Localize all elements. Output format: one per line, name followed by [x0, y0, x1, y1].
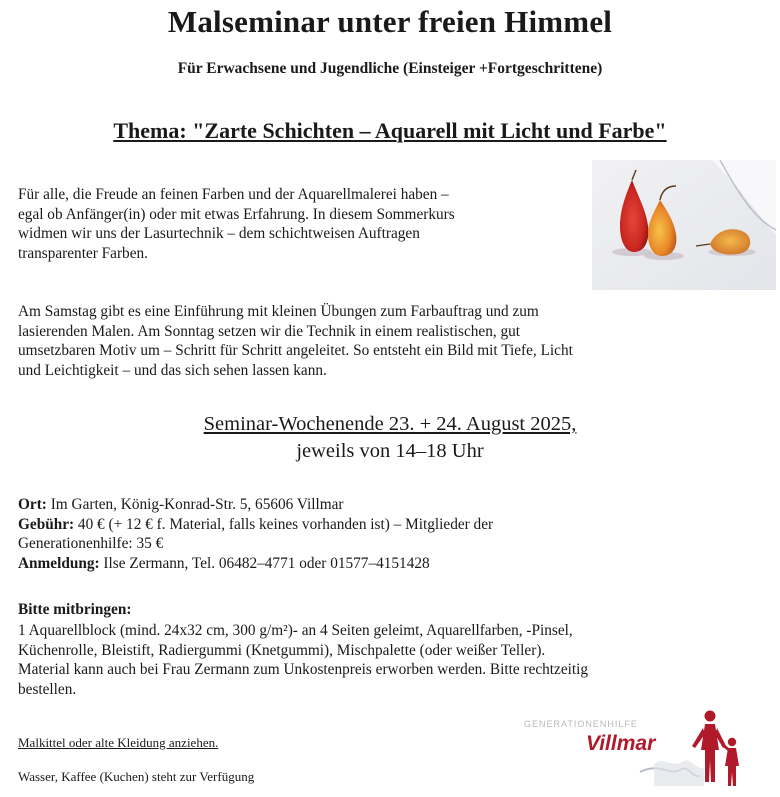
registration-label: Anmeldung:	[18, 554, 100, 572]
bring-line: 1 Aquarellblock (mind. 24x32 cm, 300 g/m²)- an 4 Seiten geleimt, Aquarellfarben, -Pinsel,	[18, 622, 573, 639]
logo-name: Villmar	[586, 732, 656, 755]
location-label: Ort:	[18, 496, 47, 513]
bring-line: bestellen.	[18, 680, 77, 698]
audience-subtitle: Für Erwachsene und Jugendliche (Einsteiger +Fortgeschrittene)	[177, 60, 603, 77]
family-figures-icon	[520, 706, 768, 792]
seminar-time: jeweils von 14–18 Uhr	[296, 440, 484, 462]
details-line: Am Samstag gibt es eine Einführung mit kleinen Übungen zum Farbauftrag und zum	[18, 303, 539, 320]
intro-line: egal ob Anfänger(in) oder mit etwas Erfahrung. In diesem Sommerkurs	[18, 205, 455, 223]
info-block	[18, 495, 763, 573]
watercolor-pears-icon	[592, 160, 776, 290]
bring-heading: Bitte mitbringen:	[18, 601, 132, 618]
intro-paragraph	[18, 185, 588, 263]
logo-top-text: GENERATIONENHILFE	[524, 719, 638, 729]
location-line	[18, 495, 763, 515]
bring-line: Küchenrolle, Bleistift, Radiergummi (Knetgummi), Mischpalette (oder weißer Teller).	[18, 641, 546, 659]
fee-line	[18, 515, 763, 535]
fee-value: 40 € (+ 12 € f. Material, falls keines vorhanden ist) – Mitglieder der	[74, 515, 494, 533]
registration-value: Ilse Zermann, Tel. 06482–4771 oder 01577–4151428	[99, 554, 430, 572]
intro-line: widmen wir uns der Lasurtechnik – dem schichtweisen Auftragen	[18, 225, 420, 242]
intro-line: transparenter Farben.	[18, 244, 148, 262]
intro-line: Für alle, die Freude an feinen Farben und der Aquarellmalerei haben –	[18, 186, 449, 203]
clothes-note: Malkittel oder alte Kleidung anziehen.	[18, 735, 219, 750]
details-paragraph	[18, 302, 763, 380]
details-line: umsetzbaren Motiv um – Schritt für Schritt angeleitet. So entsteht ein Bild mit Tiefe, Licht	[18, 342, 573, 359]
details-line: lasierenden Malen. Am Sonntag setzen wir die Technik in einem realistischen, gut	[18, 322, 521, 340]
seminar-dates: Seminar-Wochenende 23. + 24. August 2025,	[203, 413, 577, 435]
drinks-note: Wasser, Kaffee (Kuchen) steht zur Verfügung	[18, 769, 255, 784]
details-line: und Leichtigkeit – und das sich sehen lassen kann.	[18, 361, 327, 379]
bring-list	[18, 621, 758, 699]
fee-line-2: Generationenhilfe: 35 €	[18, 535, 164, 552]
theme-heading: Thema: "Zarte Schichten – Aquarell mit Licht und Farbe"	[113, 118, 667, 143]
registration-line	[18, 554, 763, 574]
page-title: Malseminar unter freien Himmel	[167, 4, 613, 39]
fee-label: Gebühr:	[18, 515, 75, 533]
bring-line: Material kann auch bei Frau Zermann zum Unkostenpreis erworben werden. Bitte rechtzeitig	[18, 661, 589, 678]
location-value: Im Garten, König-Konrad-Str. 5, 65606 Villmar	[46, 496, 344, 513]
generationenhilfe-logo	[520, 706, 768, 792]
